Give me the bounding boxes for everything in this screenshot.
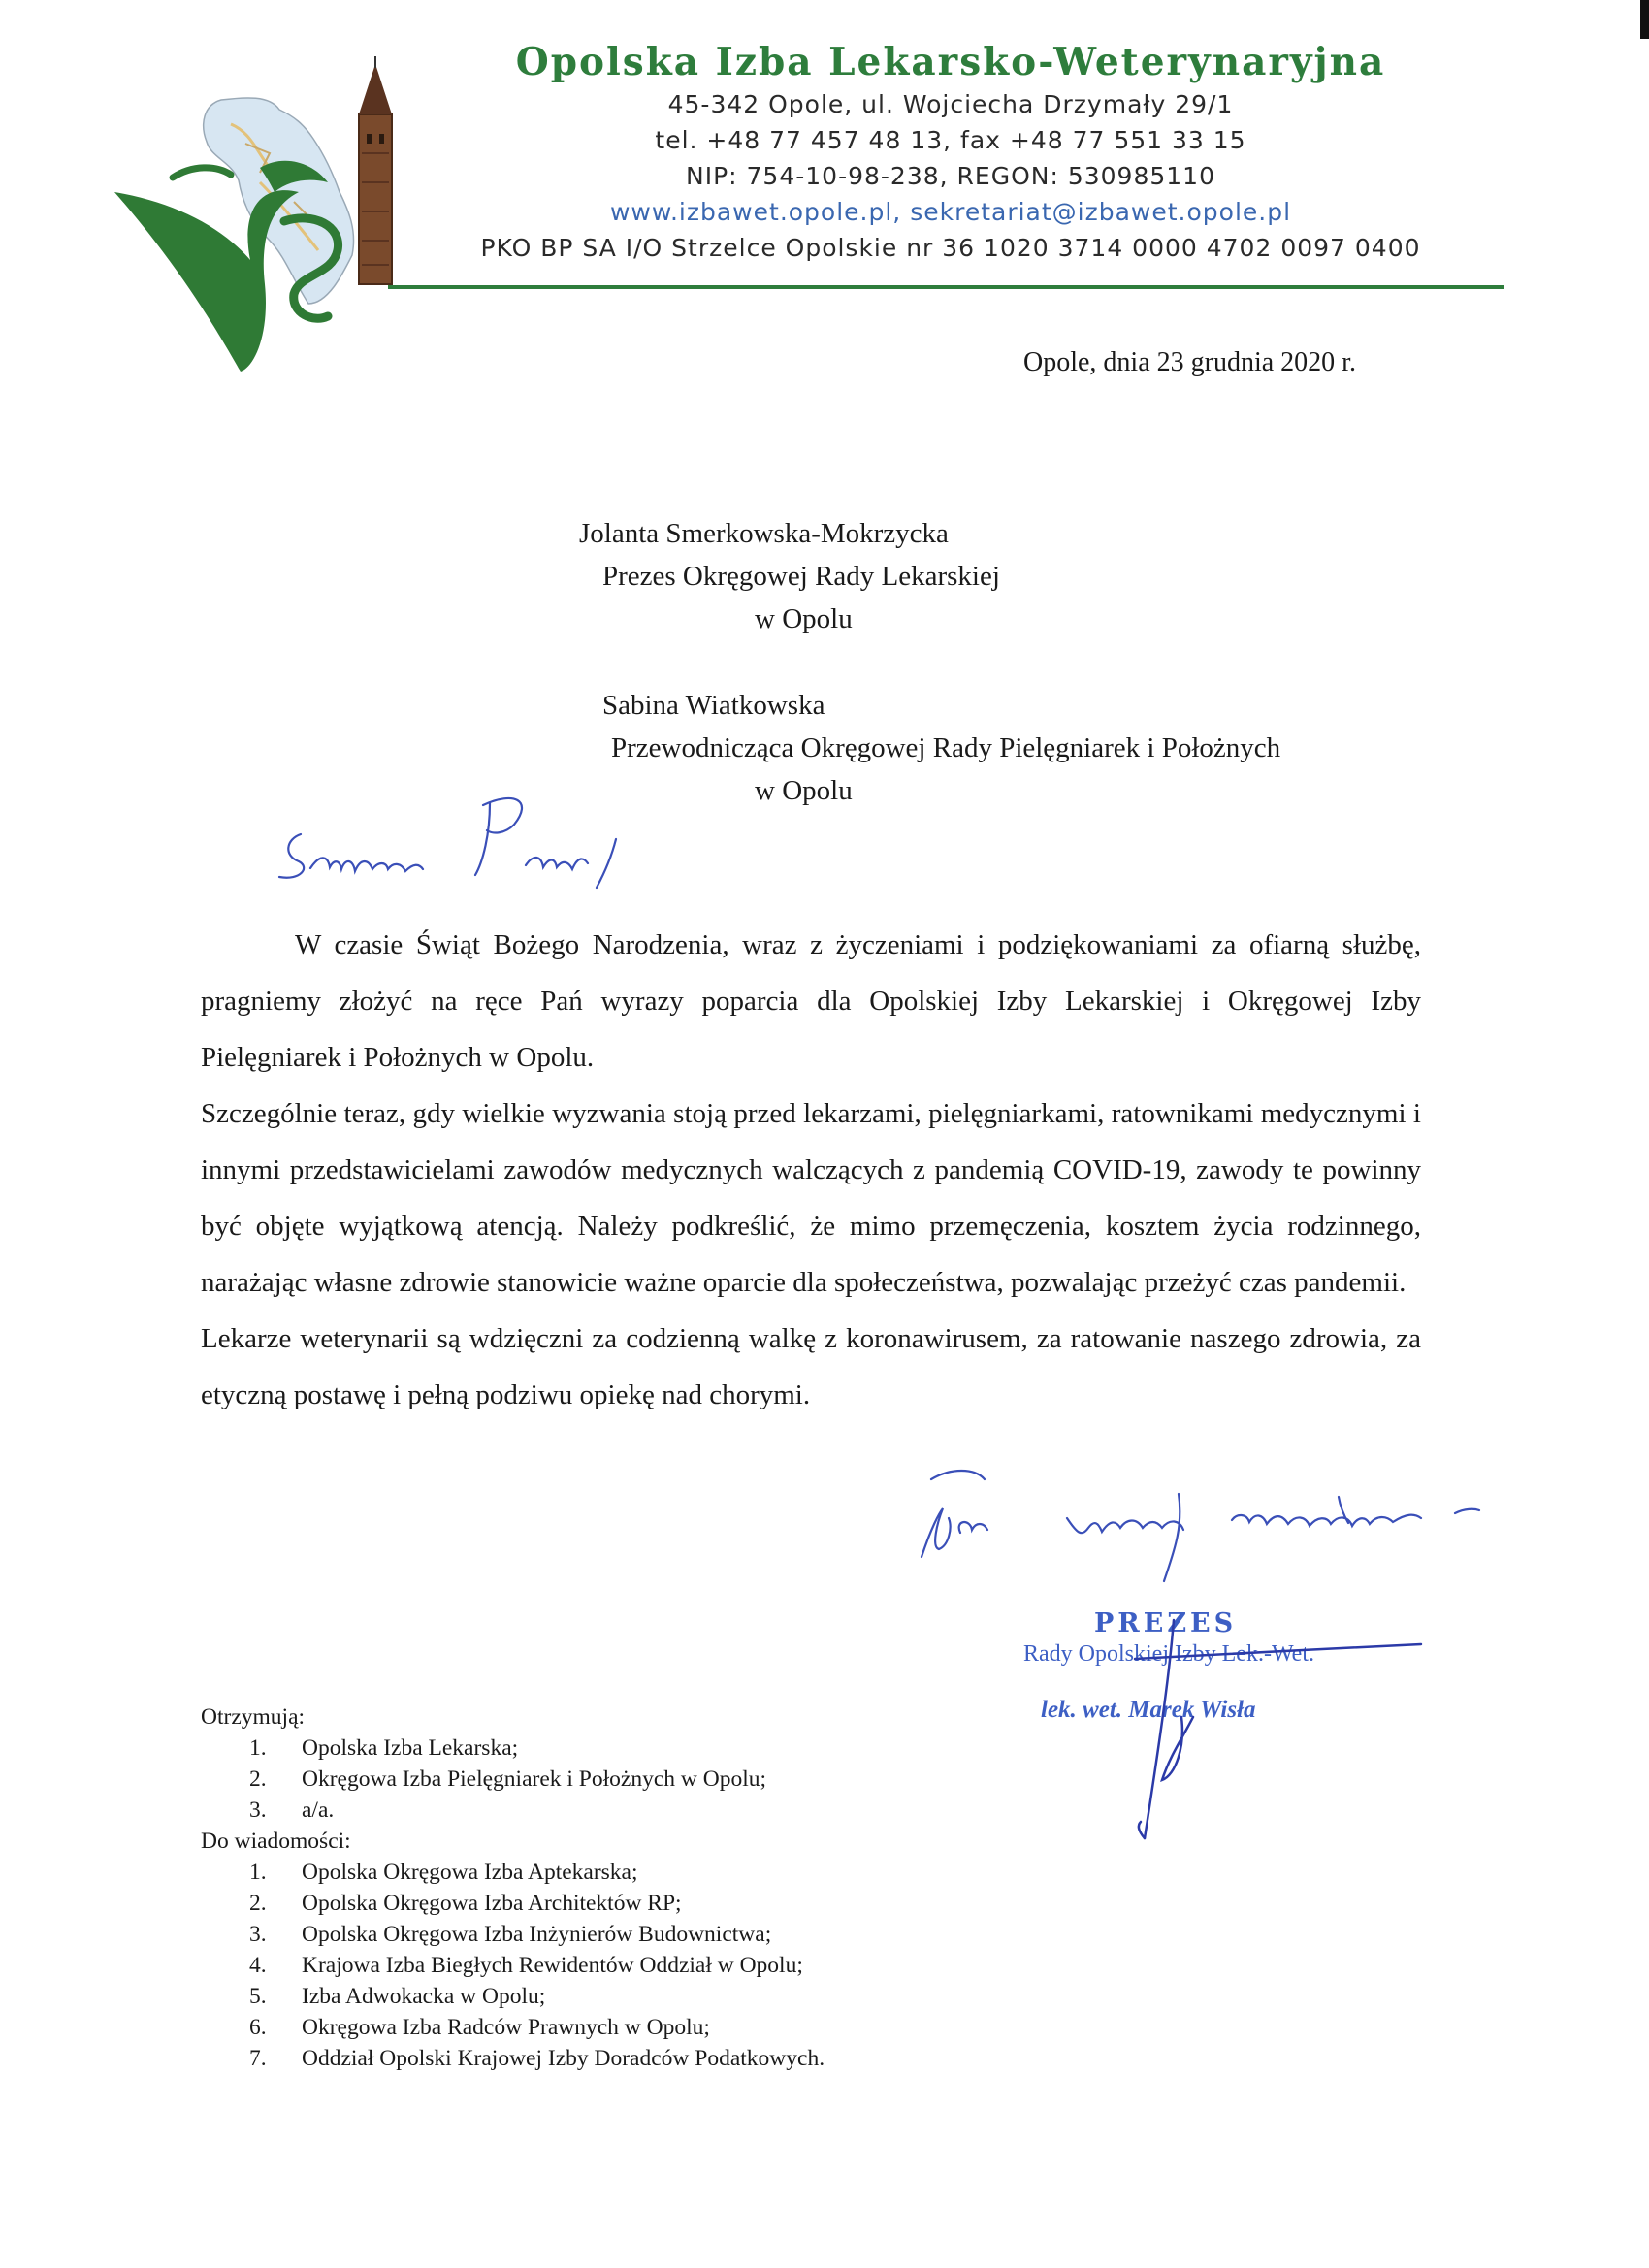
list-item [201,1795,824,1826]
list-item [201,1764,824,1795]
body-paragraph-2: Szczególnie teraz, gdy wielkie wyzwania stoją przed lekarzami, pielęgniarkami, ratownikami medycznymi i innymi przedstawicielami zawodów medycznych walczących z pandemią COVID-19, zawody te powinny być objęte wyjątkową atencją. Należy podkreślić, że mimo przemęczenia, kosztem życia rodzinnego, narażając własne zdrowie stanowicie ważne oparcie dla społeczeństwa, pozwalając przeżyć czas pandemii. [201,1098,1421,1298]
salutation-text: Szanowne Panie, [272,896,278,897]
recipient-2-city: w Opolu [755,775,853,806]
info-list [201,1857,824,2074]
recipient-1-city: w Opolu [755,603,853,634]
list-item [201,1857,824,1888]
handwritten-salutation [272,786,660,897]
chamber-logo [114,56,425,376]
recipient-1-title: Prezes Okręgowej Rady Lekarskiej [602,561,1000,592]
list-item [201,1950,824,1981]
list-item [201,1981,824,2012]
letter-body [201,917,1421,1423]
list-item-number: 5. [249,1984,267,2009]
list-item-number: 2. [249,1891,267,1916]
header-address: 45-342 Opole, ul. Wojciecha Drzymały 29/1 [667,89,1234,118]
stamp-organization: Rady Opolskiej Izby Lek.-Wet. [1023,1641,1314,1667]
tower-icon [359,56,392,284]
signature [1077,1610,1445,1843]
list-item-number: 4. [249,1953,267,1978]
body-paragraph-3: Lekarze weterynarii są wdzięczni za codzienną walkę z koronawirusem, za ratowanie naszego zdrowia, za etyczną postawę i pełną podziwu opiekę nad chorymi. [201,1323,1421,1410]
list-item-number: 2. [249,1766,267,1792]
stamp-name: lek. wet. Marek Wisła [1041,1697,1256,1723]
list-item [201,1733,824,1764]
list-item-number: 3. [249,1798,267,1823]
letterhead [388,39,1513,266]
list-item-text: Oddział Opolski Krajowej Izby Doradców Podatkowych. [302,2046,825,2071]
list-item-number: 6. [249,2015,267,2040]
list-item [201,2012,824,2043]
header-web-links[interactable]: www.izbawet.opole.pl, sekretariat@izbawet.opole.pl [609,197,1292,226]
list-item-number: 1. [249,1735,267,1761]
handwritten-closing [883,1460,1484,1586]
header-tax-ids: NIP: 754-10-98-238, REGON: 530985110 [686,161,1215,190]
recipients-heading: Otrzymują: [201,1704,306,1730]
recipient-2-name: Sabina Wiatkowska [602,690,825,721]
stamp-title: PREZES [1094,1608,1238,1638]
list-item-text: Opolska Izba Lekarska; [302,1735,519,1761]
distribution-lists [201,1701,824,2074]
list-item-text: Opolska Okręgowa Izba Aptekarska; [302,1860,638,1885]
organization-name: Opolska Izba Lekarsko-Weterynaryjna [515,40,1386,84]
header-rule [388,285,1504,289]
recipient-1-name: Jolanta Smerkowska-Mokrzycka [579,518,949,549]
list-item-text: Okręgowa Izba Radców Prawnych w Opolu; [302,2015,710,2040]
list-item-text: Okręgowa Izba Pielęgniarek i Położnych w Opolu; [302,1766,767,1792]
scan-edge [1640,0,1649,39]
letter-date: Opole, dnia 23 grudnia 2020 r. [1023,347,1356,377]
v-emblem [114,190,299,372]
list-item-text: Opolska Okręgowa Izba Inżynierów Budownictwa; [302,1922,772,1947]
list-item-text: Izba Adwokacka w Opolu; [302,1984,546,2009]
body-paragraph-1: W czasie Świąt Bożego Narodzenia, wraz z życzeniami i podziękowaniami za ofiarną służbę, pragniemy złożyć na ręce Pań wyrazy poparcia dla Opolskiej Izby Lekarskiej i Okręgowej Izby Pielęgniarek i Położnych w Opolu. [201,929,1421,1073]
header-phone: tel. +48 77 457 48 13, fax +48 77 551 33 15 [655,125,1246,154]
info-heading: Do wiadomości: [201,1829,351,1854]
list-item [201,2043,824,2074]
list-item [201,1888,824,1919]
list-item-number: 3. [249,1922,267,1947]
recipients-list [201,1733,824,1826]
recipient-2-title: Przewodnicząca Okręgowej Rady Pielęgniarek i Położnych [611,732,1281,763]
closing-text: Łączę wyrazy szacunku [883,1585,892,1586]
list-item [201,1919,824,1950]
list-item-number: 7. [249,2046,267,2071]
list-item-number: 1. [249,1860,267,1885]
list-item-text: Opolska Okręgowa Izba Architektów RP; [302,1891,682,1916]
list-item-text: Krajowa Izba Biegłych Rewidentów Oddział w Opolu; [302,1953,803,1978]
header-bank-account: PKO BP SA I/O Strzelce Opolskie nr 36 1020 3714 0000 4702 0097 0400 [480,233,1421,262]
list-item-text: a/a. [302,1798,335,1823]
